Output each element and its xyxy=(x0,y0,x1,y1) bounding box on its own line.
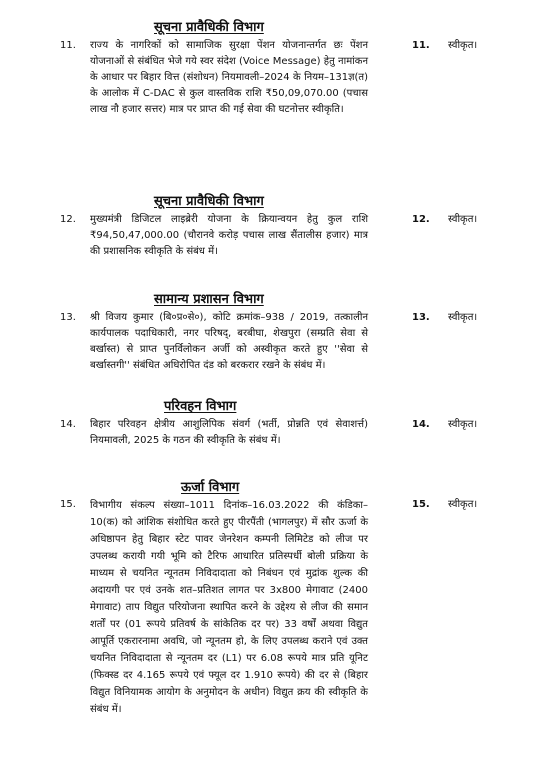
status-number: 15. xyxy=(412,499,430,510)
department-heading: सूचना प्रावैधिकी विभाग xyxy=(154,20,264,35)
item-number: 11. xyxy=(60,40,76,51)
department-heading: सामान्य प्रशासन विभाग xyxy=(154,292,264,307)
status-number: 11. xyxy=(412,40,430,51)
status-number: 13. xyxy=(412,312,430,323)
item-description: विभागीय संकल्प संख्या–1011 दिनांक–16.03.2022 की कंडिका–10(क) को आंशिक संशोधित करते हुए पीरपैंती (भागलपुर) में सौर ऊर्जा के अधिष्ठापन हेतु बिहार स्टेट पावर जेनरेशन कम्पनी लिमिटेड को लीज पर उपलब्ध करायी गयी भूमि को टैरिफ आधारित प्रतिस्पर्धी बोली प्रक्रिया के माध्यम से चयनित न्यूनतम निविदादाता को निबंधन एवं मुद्रांक शुल्क की अदायगी पर एवं उनके शत–प्रतिशत लागत पर 3x800 मेगावाट (2400 मेगावाट) ताप विद्युत परियोजना स्थापित करने के उद्देश्य से लीज की समान शर्तों पर (01 रूपये प्रतिवर्ष के सांकेतिक दर पर) 33 वर्षों अथवा विद्युत आपूर्ति एकरारनामा अवधि, जो न्यूनतम हो, के लिए उपलब्ध कराने एवं उक्त चयनित निविदादाता से न्यूनतम दर (L1) पर 6.08 रूपये मात्र प्रति यूनिट (फिक्स्ड दर 4.165 रूपये एवं फ्यूल दर 1.910 रूपये) की दर से (बिहार विद्युत विनियामक आयोग के अनुमोदन के अधीन) विद्युत क्रय की स्वीकृति के संबंध में। xyxy=(90,500,368,715)
item-number: 13. xyxy=(60,312,76,323)
item-number: 15. xyxy=(60,499,76,510)
item-number: 12. xyxy=(60,214,76,225)
status-text: स्वीकृत। xyxy=(448,419,478,430)
status-number: 12. xyxy=(412,214,430,225)
item-description: मुख्यमंत्री डिजिटल लाइब्रेरी योजना के क्रियान्वयन हेतु कुल राशि ₹94,50,47,000.00 (चौरानवे करोड़ पचास लाख सैंतालीस हजार) मात्र की प्रशासनिक स्वीकृति के संबंध में। xyxy=(90,214,368,257)
department-heading: परिवहन विभाग xyxy=(164,399,237,414)
status-number: 14. xyxy=(412,419,430,430)
department-heading: ऊर्जा विभाग xyxy=(181,480,240,495)
item-description: बिहार परिवहन क्षेत्रीय आशुलिपिक संवर्ग (भर्ती, प्रोन्नति एवं सेवाशर्त्त) नियमावली, 2025 के गठन की स्वीकृति के संबंध में। xyxy=(90,419,368,446)
status-text: स्वीकृत। xyxy=(448,499,478,510)
item-description: श्री विजय कुमार (बि०प्र०से०), कोटि क्रमांक–938 / 2019, तत्कालीन कार्यपालक पदाधिकारी, नगर परिषद्, बरबीघा, शेखपुरा (सम्प्रति सेवा से बर्खास्त) से प्राप्त पुनर्विलोकन अर्जी को अस्वीकृत करते हुए ''सेवा से बर्खास्तगी'' संबंधित अधिरोपित दंड को बरकरार रखने के संबंध में। xyxy=(90,312,368,371)
department-heading: सूचना प्रावैधिकी विभाग xyxy=(154,194,264,209)
item-number: 14. xyxy=(60,419,76,430)
status-text: स्वीकृत। xyxy=(448,312,478,323)
status-text: स्वीकृत। xyxy=(448,214,478,225)
item-description: राज्य के नागरिकों को सामाजिक सुरक्षा पेंशन योजनान्तर्गत छः पेंशन योजनाओं से संबंधित भेजे गये स्वर संदेश (Voice Message) हेतु नामांकन के आधार पर बिहार वित्त (संशोधन) नियमावली–2024 के नियम–131ज्ञ(त) के आलोक में C-DAC से कुल वास्तविक राशि ₹50,09,070.00 (पचास लाख नौ हजार सत्तर) मात्र पर प्राप्त की गई सेवा की घटनोत्तर स्वीकृति। xyxy=(90,40,368,115)
status-text: स्वीकृत। xyxy=(448,40,478,51)
